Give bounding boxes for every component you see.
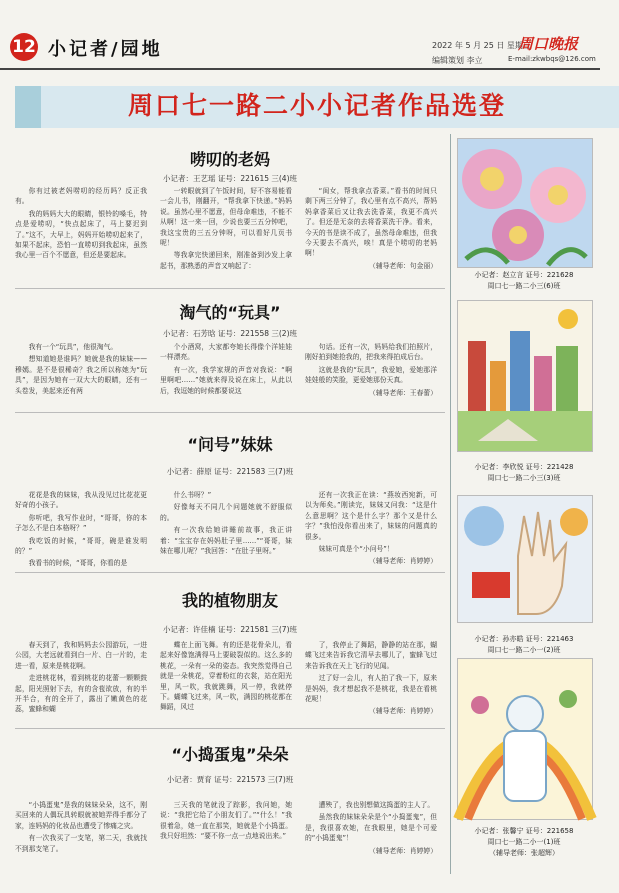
article-column <box>305 640 437 724</box>
paragraph: 我的妈妈大大的眼睛，银铃的嗓毛，特点是爱唠叨，“快点起床了，马上要迟到了。”这不，大早上，妈妈开始唠叨起来了，如果不起床，恐怕一直唠叨到我起床，虽然我心里一百个不愿意，但还是要起床。 <box>15 209 147 260</box>
doctor-drawing <box>457 658 593 820</box>
paragraph: 等我拿完快递回来，刚准备到沙发上拿起书，那熟悉的声音又响起了： <box>160 251 292 270</box>
article-divider <box>15 572 445 573</box>
paragraph: 这就是我的“玩具”，我爱她，爱她那洋娃娃般的笑脸，更爱她那份天真。 <box>305 365 437 385</box>
article-column <box>15 490 147 568</box>
teacher-credit: （辅导老师：王春蕾） <box>369 388 437 397</box>
paragraph: 有一次我给她讲睡前故事，我正讲着：“宝宝存在妈妈肚子里……”“哥哥，妹妹在哪儿呢？”我回答：“在肚子里呀。” <box>160 526 292 556</box>
paragraph: 我有一个“玩具”，他很淘气。 <box>28 343 118 351</box>
paragraph: 好像每天不同几个问题她就不舒服似的。 <box>160 503 292 522</box>
article-column <box>305 490 437 566</box>
picture-caption: 周口七一路二小三(6)班 <box>487 282 561 290</box>
paragraph: 过了好一会儿，有人拍了我一下，原来是妈妈，我才想起我不是桃花，我是在看桃花呢！ <box>305 674 437 704</box>
page-title: 周口七一路二小小记者作品选登 <box>127 91 506 120</box>
paragraph: 想知道她是谁吗？她就是我的妹妹——穆嫣。是不是很稀奇？我之所以称她为“玩具”，是因为她有一双大大的眼睛，还有一头卷发，美起来还有两 <box>15 355 147 395</box>
article-column <box>15 342 147 400</box>
article-column <box>160 800 292 876</box>
teacher-credit: （辅导老师：肖婷婷） <box>369 846 437 855</box>
teacher-credit: （辅导老师：张超辉） <box>489 849 559 857</box>
article-column <box>160 640 292 724</box>
paragraph: 走进桃花林，看到桃花的花蕾一颗颗鼓起，阳光照射下去，有的含苞欲放，有的半开半合，有的全开了，露出了嫩黄色的花蕊，蜜蜂和蝴 <box>15 674 147 714</box>
newspaper-logo: 周口晚报 <box>518 35 579 53</box>
paragraph: 虽然我的妹妹朵朵是个“小捣蛋鬼”，但是，我很喜欢她，在我眼里，她是个可爱的“小捣蛋鬼”！ <box>305 813 437 843</box>
article-column <box>15 640 147 724</box>
article-column <box>160 186 292 282</box>
picture-caption: 小记者：赵立言 证号：221628 <box>474 271 574 279</box>
column-divider <box>450 134 451 874</box>
teacher-credit: （辅导老师：肖婷婷） <box>369 707 437 716</box>
article-column <box>15 186 147 282</box>
article-column <box>305 342 437 400</box>
paragraph: 遭殃了，我也别想做这捣蛋的主人了。 <box>318 801 435 809</box>
article-title: “小捣蛋鬼”朵朵 <box>171 745 289 764</box>
paragraph: 你有过被老妈唠叨的经历吗？反正我有。 <box>15 187 147 206</box>
article-byline: 小记者：薛原 证号：221583 三(7)班 <box>166 467 294 476</box>
picture-caption: 周口七一路二小一(1)班 <box>487 838 561 846</box>
paragraph: 三天我的笔就没了踪影，我问她，她说：“我把它给了小朋友们了。”“什么！”我很着急，她一直在那笑，她就是个小捣蛋。我只好坦然：“要不你一点一点地说出来。” <box>160 801 292 841</box>
article-title: 淘气的“玩具” <box>179 303 281 322</box>
article-column <box>15 800 147 876</box>
article-divider <box>15 412 445 413</box>
paragraph: 什么书呀？” <box>173 491 212 499</box>
article-title: “问号”妹妹 <box>187 435 273 454</box>
article-divider <box>15 288 445 289</box>
picture-caption: 小记者：李欣悦 证号：221428 <box>474 463 574 471</box>
paragraph: 你听吧，我写作业时，“哥哥，你的本子怎么不是白本格呀？” <box>15 513 147 533</box>
city-drawing <box>457 300 593 452</box>
article-byline: 小记者：许佳楠 证号：221581 三(7)班 <box>162 625 298 634</box>
paragraph: 蝶在上面飞舞。有的还是花骨朵儿，看起来好像饱满得马上要破裂似的。这么多的桃花，一朵有一朵的姿态。我突然觉得自己就是一朵桃花，穿着粉红的衣裳，站在阳光里，风一吹，我就跳舞，风一停，我就停下。蝴蝶飞过来，风一吹，满园的桃花都在舞蹈，风过 <box>160 641 292 712</box>
paragraph: 花花是我的妹妹，我从没见过比花花更好奇的小孩子。 <box>15 491 147 510</box>
paragraph: “闺女，帮我拿点香菜。”看书的时间只剩下两三分钟了，我心里有点不高兴，帮妈妈拿香菜后又让我去洗香菜，我更不高兴了。但还是无奈的去将香菜洗干净。看来，今天的书是读不成了，虽然母命难违，但我今天要去不高兴，唉！真是个唠叨的老妈啊！ <box>305 187 437 258</box>
picture-caption: 小记者：孙亦皓 证号：221463 <box>474 635 574 643</box>
paragraph: 妹妹可真是个“小问号”！ <box>318 545 394 554</box>
section-title: 小记者/园地 <box>48 39 163 60</box>
paragraph: 个小酒窝，大家都夸她长得像个洋娃娃一样漂亮。 <box>160 343 292 362</box>
teacher-credit: （辅导老师：句金丽） <box>369 261 437 270</box>
paragraph: 有一次我买了一支笔，第二天，我就找不到那支笔了。 <box>15 834 147 853</box>
paragraph: 我看书的时候，“哥哥，你看的是 <box>28 559 128 568</box>
paragraph: 有一次，我学家规的声音对我说：“啊里啊吧……”她就来得及说在床上，从此以后，我逗她的时候都要说这 <box>160 365 292 395</box>
article-byline: 小记者：贾育 证号：221573 三(7)班 <box>166 775 294 784</box>
article-column <box>160 490 292 562</box>
paragraph: 了，我停止了舞蹈，静静的站在那，蝴蝶飞过来告诉我它清早去哪儿了，蜜蜂飞过来告诉我在天上飞行的见闻。 <box>305 641 437 670</box>
article-divider <box>15 728 445 729</box>
article-byline: 小记者：石芳晗 证号：221558 三(2)班 <box>162 329 298 338</box>
article-title: 唠叨的老妈 <box>189 150 270 169</box>
paragraph: 我吃饭的时候，“哥哥，碗是谁发明的？” <box>15 536 147 556</box>
contact-email: E-mail:zkwbqs@126.com <box>508 55 596 63</box>
picture-caption: 小记者：张馨宁 证号：221658 <box>474 827 574 835</box>
hand-drawing <box>457 495 593 623</box>
article-title: 我的植物朋友 <box>181 591 278 610</box>
article-column <box>160 342 292 400</box>
editor-credit: 编辑策划 李立 <box>432 56 483 65</box>
paragraph: “小捣蛋鬼”是我的妹妹朵朵，这不，刚买回来的人偶玩具转眼就被她弄得手都分了家，连妈妈的化妆品也遭受了惨痛之灾。 <box>15 801 147 830</box>
paragraph: 一转眼就到了午饭时间，好不容易能看一会儿书，刚翻开，“帮我拿下快递。”妈妈说。虽然心里不愿意，但母命难违，不能不从啊！这一来一回，少说也要三五分钟吧，我这宝贵的三五分钟呀，可以看好几页书呢！ <box>160 187 292 248</box>
issue-date: 2022 年 5 月 25 日 星期三 <box>432 41 531 50</box>
paragraph: 还有一次我正在读：“燕妆西宛新，可以为师矣。”刚读完，妹妹又问我：“这是什么意思啊？这个是什么字？那个又是什么字？”我怕没你看出来了，妹妹的问题真的很多。 <box>305 491 437 541</box>
picture-caption: 周口七一路二小一(2)班 <box>487 646 561 654</box>
article-column <box>305 186 437 282</box>
article-column <box>305 800 437 876</box>
teacher-credit: （辅导老师：肖婷婷） <box>369 557 437 566</box>
picture-caption: 周口七一路二小三(3)班 <box>487 474 561 482</box>
paragraph: 句话。还有一次，妈妈给我们拍照片，刚好拍到她抢我的，把我来得拍成后台。 <box>305 343 437 362</box>
paragraph: 春天到了，我和妈妈去公园游玩，一进公园，大老远就看到白一片、白一片的，走进一看，原来是桃花啊。 <box>15 641 147 670</box>
article-byline: 小记者：王艺瑶 证号：221615 三(4)班 <box>162 174 298 183</box>
page-number: 12 <box>10 33 38 61</box>
header-rule <box>0 68 600 70</box>
flower-drawing <box>457 138 593 268</box>
